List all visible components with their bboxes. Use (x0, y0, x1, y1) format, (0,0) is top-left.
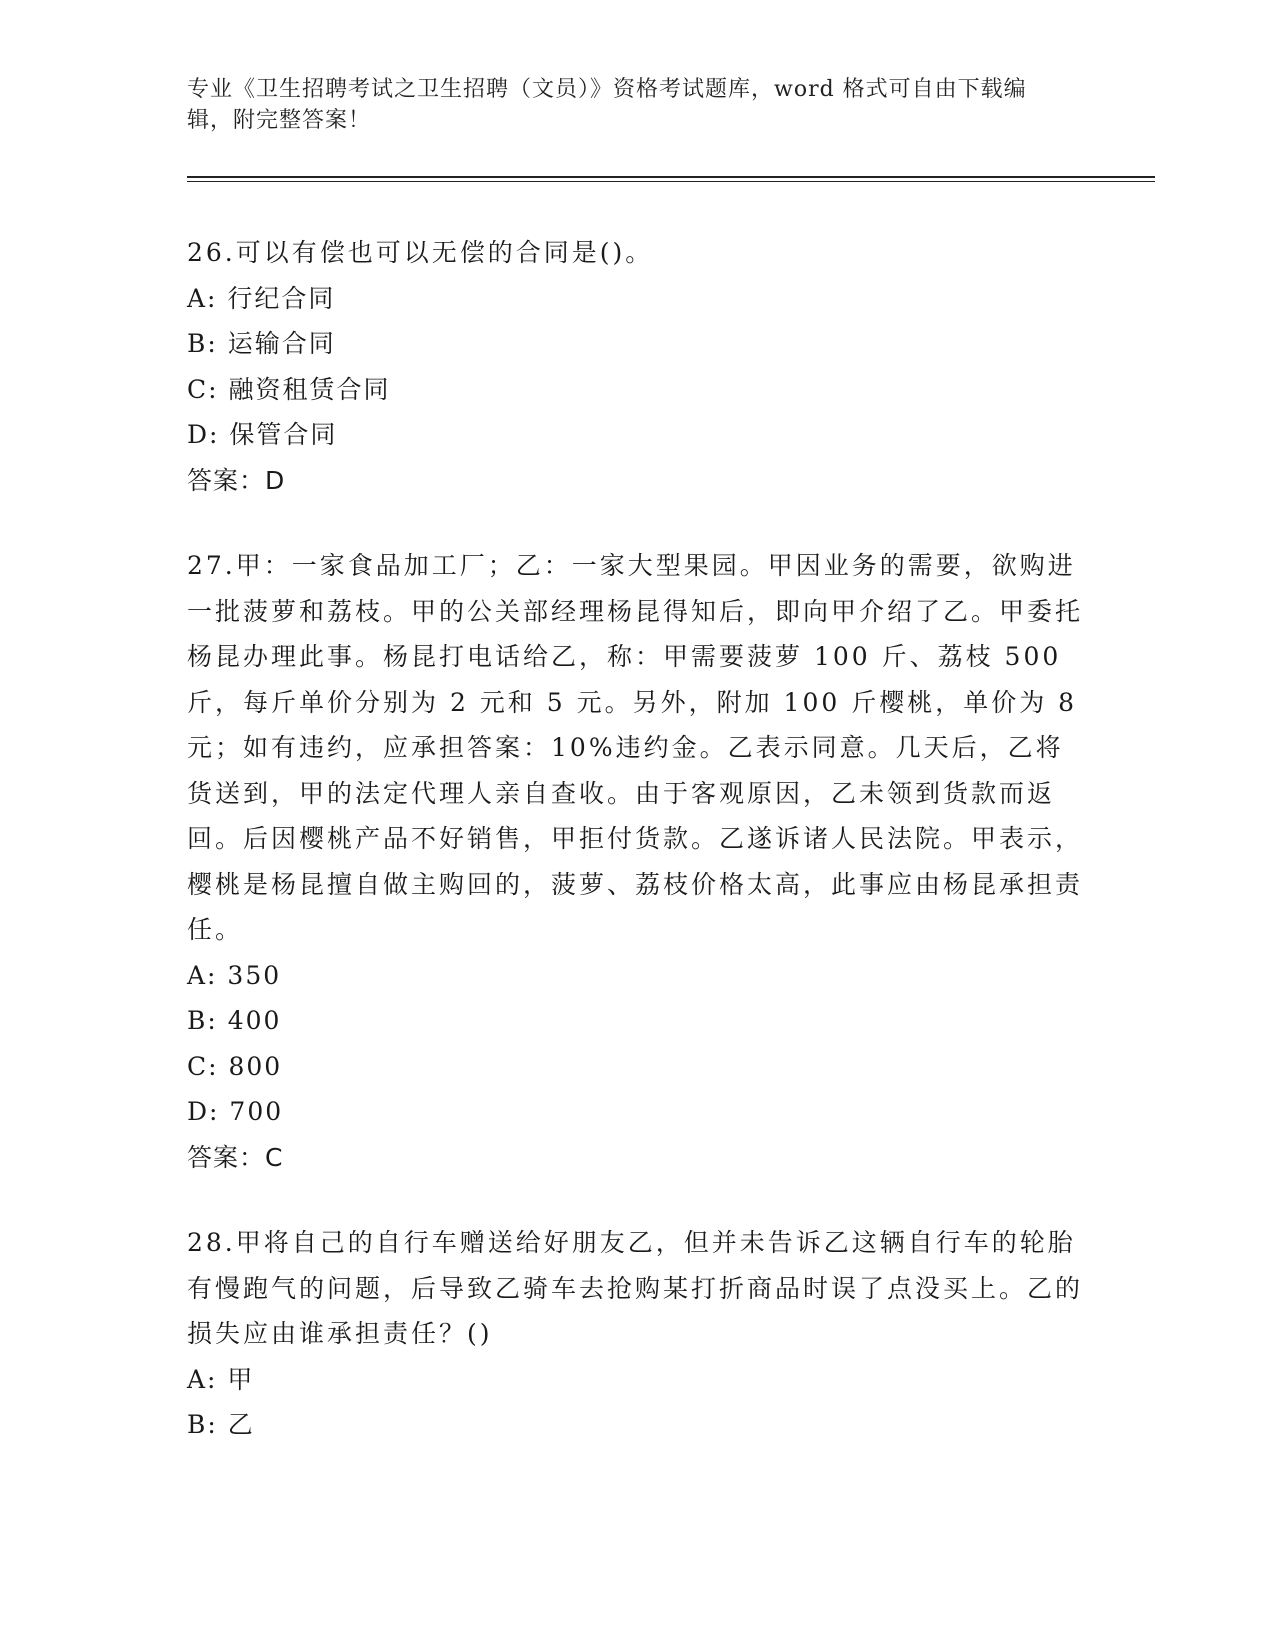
question-item (187, 230, 1087, 503)
answer-line: 答案：C (187, 1142, 284, 1172)
option-a: A: 行纪合同 (187, 283, 336, 313)
option-d: D: 700 (187, 1097, 284, 1126)
option-c: C: 融资租赁合同 (187, 374, 391, 404)
option-a: A: 350 (187, 960, 282, 990)
answer-line: 答案：D (187, 465, 286, 495)
option-b: B: 400 (187, 1006, 282, 1035)
question-item (187, 543, 1087, 1180)
option-d: D: 保管合同 (187, 420, 338, 449)
header-divider-thick (187, 176, 1155, 178)
question-list (187, 230, 1087, 1488)
question-stem: 27.甲：一家食品加工厂；乙：一家大型果园。甲因业务的需要，欲购进一批菠萝和荔枝。甲的公关部经理杨昆得知后，即向甲介绍了乙。甲委托杨昆办理此事。杨昆打电话给乙，称：甲需要菠萝 100 斤、荔枝 500 斤，每斤单价分别为 2 元和 5 元。另外，附加 100 斤樱桃，单价为 8 元；如有违约，应承担答案：10%违约金。乙表示同意。几天后，乙将货送到，甲的法定代理人亲自查收。由于客观原因，乙未领到货款而返回。后因樱桃产品不好销售，甲拒付货款。乙遂诉诸人民法院。甲表示，樱桃是杨昆擅自做主购回的，菠萝、荔枝价格太高，此事应由杨昆承担责任。 (187, 551, 1084, 944)
option-b: B: 运输合同 (187, 329, 336, 358)
question-stem: 28.甲将自己的自行车赠送给好朋友乙，但并未告诉乙这辆自行车的轮胎有慢跑气的问题，后导致乙骑车去抢购某打折商品时误了点没买上。乙的损失应由谁承担责任？() (187, 1228, 1084, 1348)
header-divider-thin (187, 181, 1155, 182)
question-item (187, 1220, 1087, 1448)
question-stem: 26.可以有偿也可以无偿的合同是()。 (187, 238, 654, 267)
option-b: B: 乙 (187, 1410, 255, 1439)
option-a: A: 甲 (187, 1364, 255, 1394)
document-header: 专业《卫生招聘考试之卫生招聘（文员）》资格考试题库，word 格式可自由下载编辑，附完整答案！ (187, 77, 1027, 133)
option-c: C: 800 (187, 1051, 283, 1081)
